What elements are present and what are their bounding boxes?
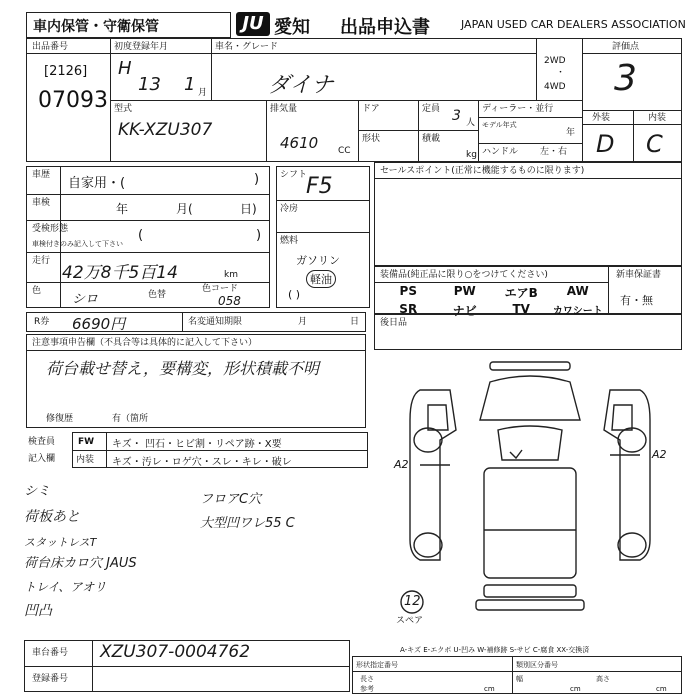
color-code-label: 色コード — [202, 284, 239, 294]
damage-mark-left: A2 — [394, 458, 409, 471]
shape-number-label: 形状指定番号 — [356, 661, 398, 669]
chassis-label: 車台番号 — [32, 648, 69, 658]
person-unit: 人 — [466, 118, 476, 128]
lot-number: 07093 — [38, 88, 108, 113]
inspection-year: 年 — [116, 202, 129, 216]
handle-value: 左・右 — [540, 147, 568, 157]
mileage-value: 42万8千5百14 — [62, 263, 178, 283]
equip-tv: TV — [512, 302, 530, 316]
spare-label: スペア — [396, 616, 424, 626]
reg-number-label: 登録番号 — [32, 674, 69, 684]
sales-point-label: セールスポイント(正常に機能するものに限ります) — [380, 166, 585, 176]
reg-month: 1 — [184, 74, 196, 95]
inspection-label: 車検 — [32, 198, 51, 208]
equip-pw: PW — [453, 284, 476, 298]
aftermarket-box — [374, 314, 682, 350]
receive-paren-close: ) — [256, 228, 262, 243]
transfer-month: 月 — [298, 317, 308, 327]
condition-notes-list — [24, 480, 194, 624]
interior-grade: C — [646, 130, 663, 158]
recycle-amount: 6690円 — [72, 315, 126, 333]
exterior-grade: D — [596, 130, 615, 158]
new-warranty-value: 有・無 — [620, 294, 653, 307]
repair-value: 有（箇所 — [112, 414, 149, 424]
fuel-gasoline: ガソリン — [296, 254, 340, 267]
door-label: ドア — [362, 104, 380, 114]
record-label: 記入欄 — [28, 454, 56, 464]
kg-unit: kg — [466, 150, 477, 160]
car-name: ダイナ — [268, 73, 334, 98]
chassis-value: XZU307-0004762 — [100, 642, 251, 662]
handle-label: ハンドル — [482, 147, 519, 157]
interior-label: 内装 — [648, 113, 667, 123]
usage-value: 自家用・( — [68, 176, 126, 191]
condition-note: トレイ、アオリ — [24, 580, 107, 594]
fuel-paren: ( ) — [288, 288, 301, 301]
equip-leather-seat: カワシート — [552, 306, 603, 317]
fuel-label: 燃料 — [280, 236, 299, 246]
equip-navi: ナビ — [452, 304, 477, 318]
capacity-label: 定員 — [422, 104, 441, 114]
exterior-label: 外装 — [592, 113, 611, 123]
color-value: シロ — [72, 292, 99, 307]
dealer-label: ディーラー・並行 — [482, 104, 554, 114]
model-value: KK-XZU307 — [118, 120, 213, 140]
color-code: 058 — [218, 294, 241, 308]
equip-ps: PS — [399, 284, 417, 298]
reference-label: 参考 — [360, 685, 374, 693]
inspection-day: 日) — [240, 202, 257, 216]
truck-damage-diagram — [380, 360, 680, 625]
receive-paren-open: ( — [138, 228, 144, 243]
transfer-day: 日 — [350, 317, 360, 327]
ac-label: 冷房 — [280, 204, 299, 214]
displacement-label: 排気量 — [270, 104, 298, 114]
condition-note: 荷板あと — [24, 509, 80, 525]
width-cm: cm — [570, 685, 581, 693]
drive-dot: ・ — [556, 68, 566, 78]
height-label: 高さ — [596, 675, 610, 683]
condition-note-right: フロアC穴 — [200, 492, 262, 507]
recycle-label: R券 — [34, 317, 50, 327]
inspector-row2: キズ・汚レ・ロゲ穴・スレ・キレ・破レ — [112, 457, 292, 468]
drive-2wd: 2WD — [544, 56, 566, 66]
receive-note: 車検付きのみ記入して下さい — [32, 240, 123, 248]
notes-handwritten: 荷台載せ替え，要構変，形状積載不明 — [46, 359, 319, 378]
rating-value: 3 — [614, 58, 637, 99]
length-cm: cm — [484, 685, 495, 693]
inspection-month: 月( — [176, 202, 193, 216]
inspector-label: 検査員 — [28, 437, 56, 447]
condition-note: 凹凸 — [24, 603, 52, 619]
ju-logo: JU — [236, 12, 270, 36]
inspector-fw: FW — [78, 437, 95, 447]
first-reg-label: 初度登録年月 — [114, 42, 169, 52]
transfer-label: 名変通知期限 — [188, 317, 243, 327]
height-cm: cm — [656, 685, 667, 693]
org-title: 愛知 — [274, 17, 310, 38]
aftermarket-label: 後日品 — [380, 318, 408, 328]
damage-mark-right: A2 — [652, 448, 667, 461]
legend: A-キズ E-エクボ U-凹み W-補修跡 S-サビ C-腐食 XX-交換済 — [400, 646, 590, 654]
condition-note: 荷台床カロ穴 JAUS — [24, 556, 137, 571]
width-label: 幅 — [516, 675, 523, 683]
car-name-label: 車名・グレード — [215, 42, 279, 52]
category-number-label: 類別区分番号 — [516, 661, 558, 669]
shift-label: シフト — [280, 170, 308, 180]
condition-note: シミ — [24, 484, 51, 499]
equipment-label: 装備品(純正品に限り○をつけてください) — [380, 270, 548, 280]
drive-4wd: 4WD — [544, 82, 566, 92]
capacity-value: 3 — [452, 108, 461, 124]
receive-label: 受検形態 — [32, 224, 69, 234]
storage-label-box — [26, 12, 231, 38]
form-title: 出品申込書 — [340, 17, 430, 38]
usage-label: 車歴 — [32, 170, 51, 180]
year-unit: 年 — [566, 128, 576, 138]
condition-note-right: 大型凹ワレ55 C — [200, 516, 295, 531]
reg-month-unit: 月 — [198, 88, 208, 98]
color-label: 色 — [32, 286, 42, 296]
displacement-value: 4610 — [280, 134, 319, 152]
km-unit: km — [224, 270, 238, 280]
model-year-label: モデル年式 — [482, 121, 517, 129]
cc-unit: CC — [338, 146, 351, 156]
mileage-label: 走行 — [32, 256, 51, 266]
notes-label: 注意事項申告欄（不具合等は具体的に記入して下さい） — [32, 338, 258, 348]
notes-box — [26, 334, 366, 428]
usage-close: ) — [254, 172, 260, 187]
association-name: JAPAN USED CAR DEALERS ASSOCIATION — [461, 18, 686, 31]
fuel-diesel: 軽油 — [306, 270, 336, 288]
condition-note: スタットレスT — [24, 536, 97, 549]
inspector-row1: キズ・ 凹石・ヒビ割・リペア跡・X要 — [112, 439, 282, 450]
load-label: 積載 — [422, 134, 441, 144]
storage-label: 車内保管・守衛保管 — [33, 19, 159, 35]
inspector-interior: 内装 — [76, 455, 95, 465]
repair-label: 修復歴 — [46, 414, 74, 424]
reg-year: 13 — [138, 74, 161, 95]
equip-aw: AW — [566, 284, 589, 298]
model-label: 型式 — [114, 104, 133, 114]
shift-value: F5 — [306, 174, 333, 199]
rating-label: 評価点 — [612, 42, 640, 52]
reg-era: H — [118, 58, 132, 79]
color-change-label: 色替 — [148, 290, 167, 300]
new-warranty-label: 新車保証書 — [616, 270, 662, 280]
equip-sr: SR — [399, 302, 418, 316]
lot-bracket-number: [2126] — [44, 64, 88, 79]
lot-label: 出品番号 — [32, 42, 69, 52]
shape-label: 形状 — [362, 134, 381, 144]
length-label: 長さ — [360, 675, 374, 683]
spare-value: 12 — [404, 594, 421, 609]
equip-airbag: エアB — [504, 286, 538, 300]
